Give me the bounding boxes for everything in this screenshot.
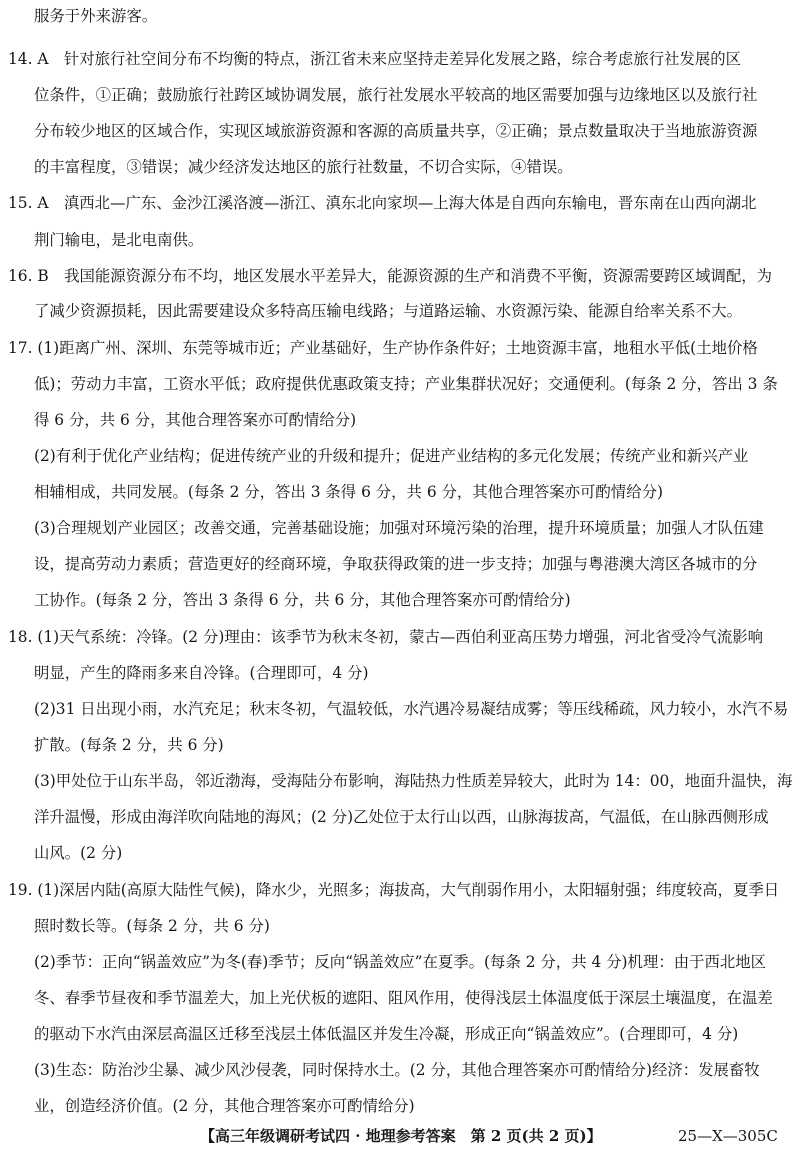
footer-code: 25—X—305C	[678, 1127, 778, 1145]
text-line: 设，提高劳动力素质；营造更好的经商环境，争取获得政策的进一步支持；加强与粤港澳大湾区各城市的分	[34, 555, 758, 573]
text-line: 分布较少地区的区域合作，实现区域旅游资源和客源的高质量共享，②正确；景点数量取决于当地旅游资源	[34, 122, 758, 140]
page-footer	[200, 1125, 800, 1147]
text-line: (3)甲处位于山东半岛，邻近渤海，受海陆分布影响，海陆热力性质差异较大，此时为 14：00，地面升温快，海	[34, 772, 793, 790]
text-line: 18. (1)天气系统：冷锋。(2 分)理由：该季节为秋末冬初，蒙古—西伯利亚高压势力增强，河北省受冷气流影响	[8, 628, 764, 646]
text-line: 的丰富程度，③错误；减少经济发达地区的旅行社数量，不切合实际，④错误。	[34, 158, 573, 176]
text-line: 了减少资源损耗，因此需要建设众多特高压输电线路；与道路运输、水资源污染、能源自给率关系不大。	[34, 302, 742, 320]
text-line: (3)生态：防治沙尘暴、减少风沙侵袭，同时保持水土。(2 分，其他合理答案亦可酌情给分)经济：发展畜牧	[34, 1061, 760, 1079]
text-line: 15. A 滇西北—广东、金沙江溪洛渡—浙江、滇东北向家坝—上海大体是自西向东输电，晋东南在山西向湖北	[8, 194, 757, 212]
text-line: 业，创造经济价值。(2 分，其他合理答案亦可酌情给分)	[34, 1097, 415, 1115]
text-line: 荆门输电，是北电南供。	[34, 231, 204, 249]
text-line: 16. B 我国能源资源分布不均，地区发展水平差异大，能源资源的生产和消费不平衡，资源需要跨区域调配，为	[8, 267, 773, 285]
text-line: 得 6 分，共 6 分，其他合理答案亦可酌情给分)	[34, 411, 357, 429]
text-line: 14. A 针对旅行社空间分布不均衡的特点，浙江省未来应坚持走差异化发展之路，综合考虑旅行社发展的区	[8, 50, 742, 68]
text-line: 位条件，①正确；鼓励旅行社跨区域协调发展，旅行社发展水平较高的地区需要加强与边缘地区以及旅行社	[34, 86, 758, 104]
text-line: (3)合理规划产业园区；改善交通，完善基础设施；加强对环境污染的治理，提升环境质量；加强人才队伍建	[34, 519, 764, 537]
text-line: 扩散。(每条 2 分，共 6 分)	[34, 736, 224, 754]
text-line: 工协作。(每条 2 分，答出 3 条得 6 分，共 6 分，其他合理答案亦可酌情给分)	[34, 591, 571, 609]
text-line: 洋升温慢，形成由海洋吹向陆地的海风；(2 分)乙处位于太行山以西，山脉海拔高，气温低，在山脉西侧形成	[34, 808, 769, 826]
text-line: 的驱动下水汽由深层高温区迁移至浅层土体低温区并发生冷凝，形成正向“锅盖效应”。(合理即可，4 分)	[34, 1025, 739, 1043]
text-line: (2)31 日出现小雨，水汽充足；秋末冬初，气温较低，水汽遇冷易凝结成雾；等压线稀疏，风力较小，水汽不易	[34, 700, 789, 718]
text-line: (2)季节：正向“锅盖效应”为冬(春)季节；反向“锅盖效应”在夏季。(每条 2 分，共 4 分)机理：由于西北地区	[34, 953, 767, 971]
text-line: 山风。(2 分)	[34, 844, 123, 862]
text-line: 照时数长等。(每条 2 分，共 6 分)	[34, 917, 270, 935]
text-line: 明显，产生的降雨多来自冷锋。(合理即可，4 分)	[34, 664, 369, 682]
text-line: 冬、春季节昼夜和季节温差大，加上光伏板的遮阳、阻风作用，使得浅层土体温度低于深层土壤温度，在温差	[34, 989, 773, 1007]
footer-title: 【高三年级调研考试四 · 地理参考答案 第 2 页(共 2 页)】	[200, 1127, 602, 1145]
text-line: 相辅相成，共同发展。(每条 2 分，答出 3 条得 6 分，共 6 分，其他合理答案亦可酌情给分)	[34, 483, 663, 501]
text-line: 低)；劳动力丰富，工资水平低；政府提供优惠政策支持；产业集群状况好；交通便利。(每条 2 分，答出 3 条	[34, 375, 778, 393]
text-line: (2)有利于优化产业结构；促进传统产业的升级和提升；促进产业结构的多元化发展；传统产业和新兴产业	[34, 447, 749, 465]
text-line: 17. (1)距离广州、深圳、东莞等城市近；产业基础好，生产协作条件好；土地资源丰富，地租水平低(土地价格	[8, 339, 758, 357]
text-line: 服务于外来游客。	[34, 7, 158, 25]
text-line: 19. (1)深居内陆(高原大陆性气候)，降水少，光照多；海拔高，大气削弱作用小，太阳辐射强；纬度较高，夏季日	[8, 881, 780, 899]
